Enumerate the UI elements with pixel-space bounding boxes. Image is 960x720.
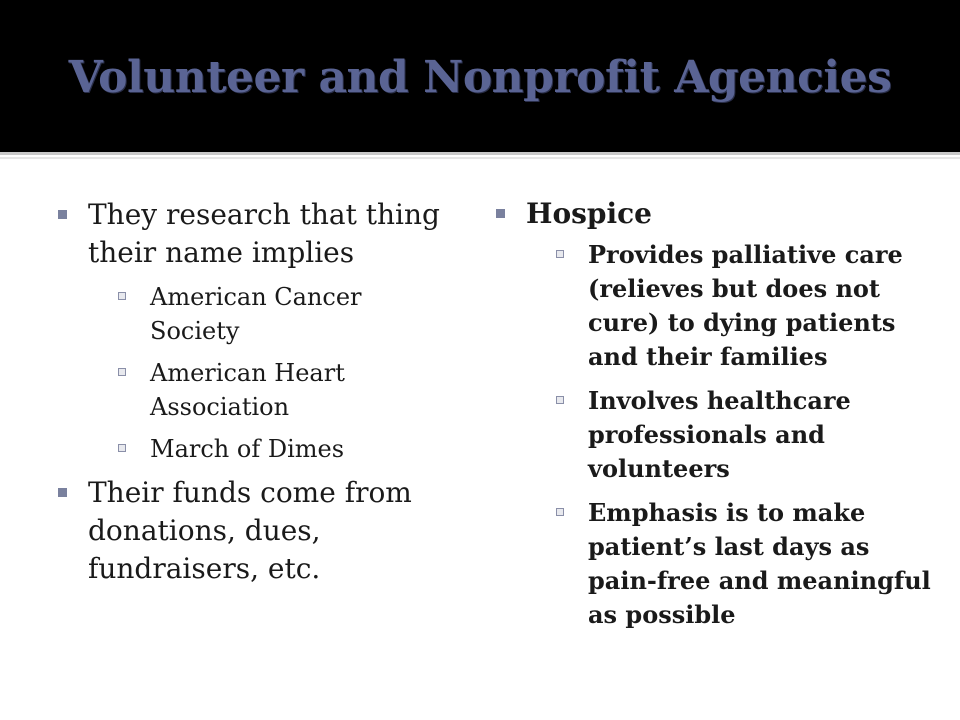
divider-line-secondary xyxy=(0,157,960,159)
sub-bullet-list xyxy=(526,238,934,632)
bullet-item-hospice xyxy=(494,196,934,632)
square-bullet-icon xyxy=(118,368,126,376)
sub-bullet-item xyxy=(118,432,456,466)
square-bullet-icon xyxy=(118,444,126,452)
sub-bullet-text: American Cancer Society xyxy=(150,283,362,345)
square-bullet-icon xyxy=(556,508,564,516)
sub-bullet-text: Involves healthcare professionals and volunteers xyxy=(588,386,851,483)
sub-bullet-text: Provides palliative care (relieves but does not cure) to dying patients and their families xyxy=(588,240,903,371)
bullet-item xyxy=(56,474,456,588)
square-bullet-icon xyxy=(496,209,505,218)
sub-bullet-text: Emphasis is to make patient’s last days as pain-free and meaningful as possible xyxy=(588,498,931,629)
square-bullet-icon xyxy=(58,488,67,497)
square-bullet-icon xyxy=(556,396,564,404)
sub-bullet-item xyxy=(556,496,934,632)
bullet-heading: Hospice xyxy=(526,197,652,230)
left-column xyxy=(56,196,456,592)
sub-bullet-item xyxy=(118,280,456,348)
square-bullet-icon xyxy=(118,292,126,300)
bullet-text: Their funds come from donations, dues, fundraisers, etc. xyxy=(88,476,412,585)
sub-bullet-list xyxy=(88,280,456,466)
bullet-item xyxy=(56,196,456,466)
square-bullet-icon xyxy=(58,210,67,219)
sub-bullet-text: American Heart Association xyxy=(150,359,345,421)
bullet-text: They research that thing their name implies xyxy=(88,198,440,269)
right-column xyxy=(494,196,934,642)
divider-line xyxy=(0,152,960,155)
square-bullet-icon xyxy=(556,250,564,258)
sub-bullet-item xyxy=(556,384,934,486)
sub-bullet-item xyxy=(118,356,456,424)
sub-bullet-text: March of Dimes xyxy=(150,435,345,463)
slide-title: Volunteer and Nonprofit Agencies xyxy=(68,52,892,103)
left-bullet-list xyxy=(56,196,456,588)
sub-bullet-item xyxy=(556,238,934,374)
right-bullet-list xyxy=(494,196,934,632)
title-bar xyxy=(0,0,960,152)
